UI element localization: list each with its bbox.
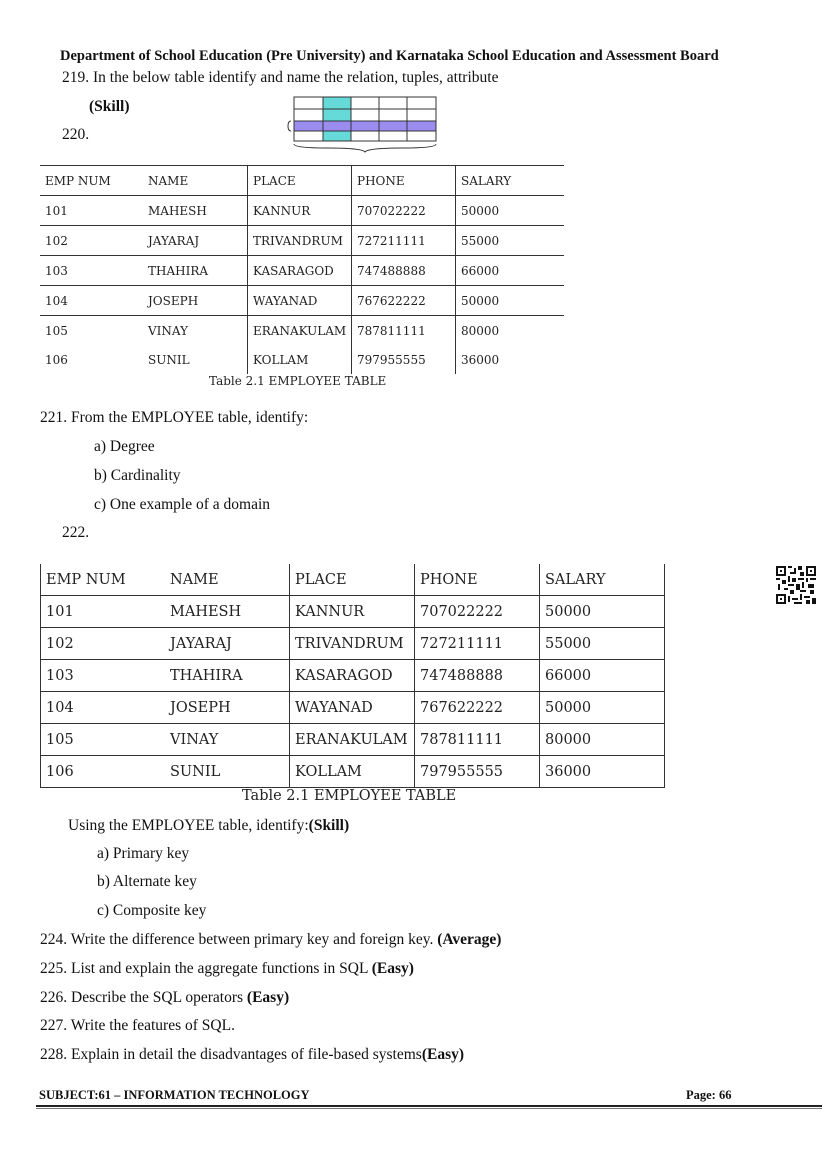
table-cell: KANNUR xyxy=(248,196,352,226)
table-cell: 106 xyxy=(41,756,166,788)
question-228 xyxy=(40,1046,464,1064)
question-225-text: 225. List and explain the aggregate functions in SQL xyxy=(40,960,368,977)
table-cell: THAHIRA xyxy=(143,256,248,286)
table-cell: TRIVANDRUM xyxy=(290,628,415,660)
table-cell: WAYANAD xyxy=(248,286,352,316)
table-1-caption: Table 2.1 EMPLOYEE TABLE xyxy=(209,374,387,388)
table-cell: KASARAGOD xyxy=(248,256,352,286)
table-cell: 767622222 xyxy=(352,286,456,316)
table-cell: 50000 xyxy=(540,692,665,724)
table-row xyxy=(40,286,564,316)
question-226-text: 226. Describe the SQL operators xyxy=(40,989,244,1006)
question-223-option-a: a) Primary key xyxy=(97,845,190,862)
table-header-cell: PLACE xyxy=(248,166,352,196)
table-cell: JAYARAJ xyxy=(165,628,290,660)
table-row xyxy=(41,660,665,692)
table-cell: MAHESH xyxy=(143,196,248,226)
table-row xyxy=(41,628,665,660)
question-221: 221. From the EMPLOYEE table, identify: xyxy=(40,409,309,426)
table-header-cell: NAME xyxy=(143,166,248,196)
question-228-tag: (Easy) xyxy=(421,1046,465,1063)
qr-code-icon xyxy=(776,566,816,604)
table-cell: 36000 xyxy=(456,345,565,374)
table-cell: 66000 xyxy=(540,660,665,692)
table-cell: 36000 xyxy=(540,756,665,788)
table-cell: 747488888 xyxy=(415,660,540,692)
table-cell: WAYANAD xyxy=(290,692,415,724)
table-cell: 105 xyxy=(41,724,166,756)
table-cell: 101 xyxy=(40,196,143,226)
table-2-caption: Table 2.1 EMPLOYEE TABLE xyxy=(242,788,457,804)
question-224 xyxy=(40,931,501,949)
table-row xyxy=(40,345,564,374)
table-cell: VINAY xyxy=(143,316,248,346)
table-cell: MAHESH xyxy=(165,596,290,628)
question-228-text: 228. Explain in detail the disadvantages of file-based systems xyxy=(40,1046,422,1063)
question-220-number: 220. xyxy=(62,126,90,143)
table-cell: JOSEPH xyxy=(143,286,248,316)
table-cell: 104 xyxy=(40,286,143,316)
table-cell: JOSEPH xyxy=(165,692,290,724)
table-cell: 787811111 xyxy=(415,724,540,756)
table-row xyxy=(41,724,665,756)
table-header-cell: PHONE xyxy=(415,564,540,596)
table-cell: 102 xyxy=(41,628,166,660)
footer-rule-shadow xyxy=(36,1108,822,1109)
question-226 xyxy=(40,989,289,1007)
footer-page-number: Page: 66 xyxy=(686,1088,732,1102)
relation-brace xyxy=(294,144,436,152)
question-219-tag: (Skill) xyxy=(89,98,130,115)
table-row xyxy=(40,196,564,226)
question-223 xyxy=(68,817,349,835)
question-227: 227. Write the features of SQL. xyxy=(40,1017,235,1034)
table-row xyxy=(40,226,564,256)
table-cell: 106 xyxy=(45,352,68,367)
question-226-tag: (Easy) xyxy=(246,989,290,1006)
footer-rule xyxy=(36,1105,822,1107)
question-222-number: 222. xyxy=(62,524,90,541)
table-cell: 767622222 xyxy=(415,692,540,724)
table-cell: 707022222 xyxy=(415,596,540,628)
footer-subject: SUBJECT:61 – INFORMATION TECHNOLOGY xyxy=(39,1088,310,1102)
table-cell: 103 xyxy=(40,256,143,286)
table-cell: 707022222 xyxy=(352,196,456,226)
question-221-option-a: a) Degree xyxy=(94,438,155,455)
table-cell: 50000 xyxy=(540,596,665,628)
employee-table-2 xyxy=(40,564,665,788)
question-221-option-c: c) One example of a domain xyxy=(94,496,271,513)
table-header-row xyxy=(40,166,564,196)
table-cell: 104 xyxy=(41,692,166,724)
table-cell: 55000 xyxy=(456,226,565,256)
table-row xyxy=(40,316,564,346)
table-cell: TRIVANDRUM xyxy=(248,226,352,256)
question-219: 219. In the below table identify and name the relation, tuples, attribute xyxy=(62,69,499,86)
question-221-option-b: b) Cardinality xyxy=(94,467,181,484)
table-cell: 727211111 xyxy=(352,226,456,256)
table-header-row xyxy=(41,564,665,596)
question-223-option-c: c) Composite key xyxy=(97,902,207,919)
table-cell: 55000 xyxy=(540,628,665,660)
question-225-tag: (Easy) xyxy=(371,960,414,977)
question-224-tag: (Average) xyxy=(437,931,502,948)
table-cell: JAYARAJ xyxy=(143,226,248,256)
table-header-cell: PHONE xyxy=(352,166,456,196)
attribute-column-highlight xyxy=(323,97,351,141)
table-header-cell: SALARY xyxy=(456,166,565,196)
table-cell: 50000 xyxy=(456,286,565,316)
question-223-text: Using the EMPLOYEE table, identify: xyxy=(68,817,309,834)
table-header-cell: EMP NUM xyxy=(40,166,143,196)
table-cell: ERANAKULAM xyxy=(290,724,415,756)
table-row xyxy=(41,596,665,628)
question-223-option-b: b) Alternate key xyxy=(97,873,197,890)
table-cell: VINAY xyxy=(165,724,290,756)
table-cell: 80000 xyxy=(540,724,665,756)
table-cell: 797955555 xyxy=(415,756,540,788)
table-cell: KASARAGOD xyxy=(290,660,415,692)
table-cell: ERANAKULAM xyxy=(248,316,352,346)
table-cell: THAHIRA xyxy=(165,660,290,692)
question-223-tag: (Skill) xyxy=(308,817,350,834)
table-cell: 103 xyxy=(41,660,166,692)
table-header-cell: NAME xyxy=(165,564,290,596)
tuple-brace xyxy=(288,121,291,131)
page-header: Department of School Education (Pre University) and Karnataka School Education and Assessment Board xyxy=(60,48,719,64)
table-cell: SUNIL xyxy=(148,352,190,367)
question-225 xyxy=(40,960,414,978)
table-cell: 797955555 xyxy=(352,345,456,374)
table-cell: KOLLAM xyxy=(290,756,415,788)
question-224-text: 224. Write the difference between primary key and foreign key. xyxy=(40,931,434,948)
table-cell: SUNIL xyxy=(165,756,290,788)
relation-diagram xyxy=(287,94,439,154)
employee-table-1 xyxy=(40,165,564,374)
table-cell: 105 xyxy=(40,316,143,346)
table-header-cell: EMP NUM xyxy=(41,564,166,596)
table-cell: KOLLAM xyxy=(248,345,352,374)
tuple-row-highlight xyxy=(294,121,436,131)
table-header-cell: SALARY xyxy=(540,564,665,596)
table-cell: 727211111 xyxy=(415,628,540,660)
table-row xyxy=(41,756,665,788)
table-cell: 747488888 xyxy=(352,256,456,286)
table-row xyxy=(41,692,665,724)
table-cell: 787811111 xyxy=(352,316,456,346)
table-cell: 50000 xyxy=(456,196,565,226)
table-cell: 102 xyxy=(40,226,143,256)
table-cell: 101 xyxy=(41,596,166,628)
table-cell: 80000 xyxy=(456,316,565,346)
table-header-cell: PLACE xyxy=(290,564,415,596)
table-row xyxy=(40,256,564,286)
table-cell: 66000 xyxy=(456,256,565,286)
table-cell: KANNUR xyxy=(290,596,415,628)
